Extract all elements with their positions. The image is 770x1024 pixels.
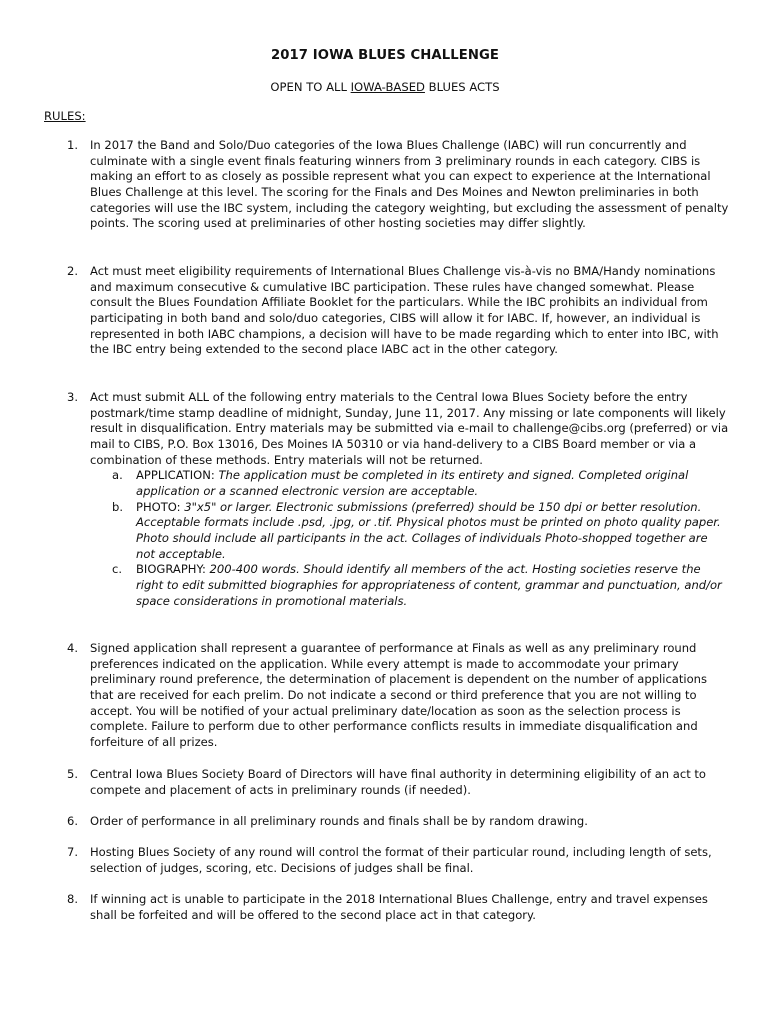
- rule-2: [67, 264, 730, 358]
- rule-3-subitem-a: [90, 468, 730, 499]
- rule-text: Act must meet eligibility requirements of International Blues Challenge vis-à-vis no BMA/Handy nominations and maximum consecutive & cumulative IBC participation. These rules have changed somewhat. Please consult the Blues Foundation Affiliate Booklet for the particulars. While the IBC prohibits an individual from participating in both band and solo/duo categories, CIBS will allow it for IABC. If, however, an individual is represented in both IABC champions, a decision will have to be made regarding which to enter into IBC, with the IBC entry being extended to the second place IABC act in the other category.: [90, 264, 719, 357]
- rule-number: 5.: [67, 767, 79, 781]
- rule-text: If winning act is unable to participate in the 2018 International Blues Challenge, entry and travel expenses shall be forfeited and will be offered to the second place act in that category.: [90, 892, 708, 922]
- document-subtitle: [0, 80, 770, 94]
- subitem-text: 200-400 words. Should identify all members of the act. Hosting societies reserve the right to edit submitted biographies for appropriateness of content, grammar and punctuation, and/or space considerations in promotional materials.: [136, 562, 722, 608]
- rule-8: [67, 892, 730, 923]
- rule-1: [67, 138, 730, 232]
- rule-number: 4.: [67, 641, 79, 655]
- subitem-letter: b.: [112, 499, 123, 514]
- subitem-lead: APPLICATION:: [136, 468, 219, 483]
- rule-3: [67, 390, 730, 609]
- rules-heading: RULES:: [44, 109, 86, 123]
- rule-text: Signed application shall represent a guarantee of performance at Finals as well as any preliminary round preferences indicated on the application. While every attempt is made to accommodate your primary preliminary round preference, the determination of placement is dependent on the number of applications that are received for each prelim. Do not indicate a second or third preference that you are not willing to accept. You will be notified of your actual preliminary date/location as soon as the selection process is complete. Failure to perform due to other performance conflicts results in immediate disqualification and forfeiture of all prizes.: [90, 641, 707, 749]
- rule-number: 2.: [67, 264, 79, 278]
- rule-text: Order of performance in all preliminary rounds and finals shall be by random drawing.: [90, 814, 588, 828]
- subtitle-prefix: OPEN TO ALL: [270, 80, 351, 94]
- rule-number: 7.: [67, 845, 79, 859]
- subtitle-underlined: IOWA-BASED: [350, 80, 425, 94]
- rule-text: In 2017 the Band and Solo/Duo categories of the Iowa Blues Challenge (IABC) will run concurrently and culminate with a single event finals featuring winners from 3 preliminary rounds in each category. CIBS is making an effort to as closely as possible represent what you can expect to experience at the International Blues Challenge at this level. The scoring for the Finals and Des Moines and Newton preliminaries in both categories will use the IBC system, including the category weighting, but excluding the assessment of penalty points. The scoring used at preliminaries of other hosting societies may differ slightly.: [90, 138, 729, 231]
- rule-number: 3.: [67, 390, 79, 404]
- rule-4: [67, 641, 730, 751]
- rule-3-subitem-c: [90, 562, 730, 609]
- subtitle-suffix: BLUES ACTS: [424, 80, 500, 94]
- subitem-lead: BIOGRAPHY:: [136, 562, 210, 577]
- rule-3-subitem-b: [90, 500, 730, 563]
- rule-text: Central Iowa Blues Society Board of Directors will have final authority in determining eligibility of an act to compete and placement of acts in preliminary rounds (if needed).: [90, 767, 706, 797]
- rule-number: 8.: [67, 892, 79, 906]
- subitem-letter: c.: [112, 562, 123, 577]
- rule-6: [67, 814, 730, 830]
- document-title: 2017 IOWA BLUES CHALLENGE: [270, 48, 500, 63]
- rule-text: Act must submit ALL of the following entry materials to the Central Iowa Blues Society before the entry postmark/time stamp deadline of midnight, Sunday, June 11, 2017. Any missing or late components will likely result in disqualification. Entry materials may be submitted via e-mail to challenge@cibs.org (preferred) or via mail to CIBS, P.O. Box 13016, Des Moines IA 50310 or via hand-delivery to a CIBS Board member or via a combination of these methods. Entry materials will not be returned.: [90, 390, 729, 467]
- rule-text: Hosting Blues Society of any round will control the format of their particular round, including length of sets, selection of judges, scoring, etc. Decisions of judges shall be final.: [90, 845, 712, 875]
- subitem-lead: PHOTO:: [136, 499, 185, 514]
- subitem-text: The application must be completed in its entirety and signed. Completed original application or a scanned electronic version are acceptable.: [136, 468, 689, 498]
- rule-number: 1.: [67, 138, 79, 152]
- rule-5: [67, 767, 730, 798]
- rule-number: 6.: [67, 814, 79, 828]
- subitem-letter: a.: [112, 468, 123, 483]
- subitem-text: 3"x5" or larger. Electronic submissions (preferred) should be 150 dpi or better resolution. Acceptable formats include .psd, .jpg, or .tif. Physical photos must be printed on photo quality paper. Photo should include all participants in the act. Collages of individuals Photo-shopped together are not acceptable.: [136, 499, 721, 561]
- rule-7: [67, 845, 730, 876]
